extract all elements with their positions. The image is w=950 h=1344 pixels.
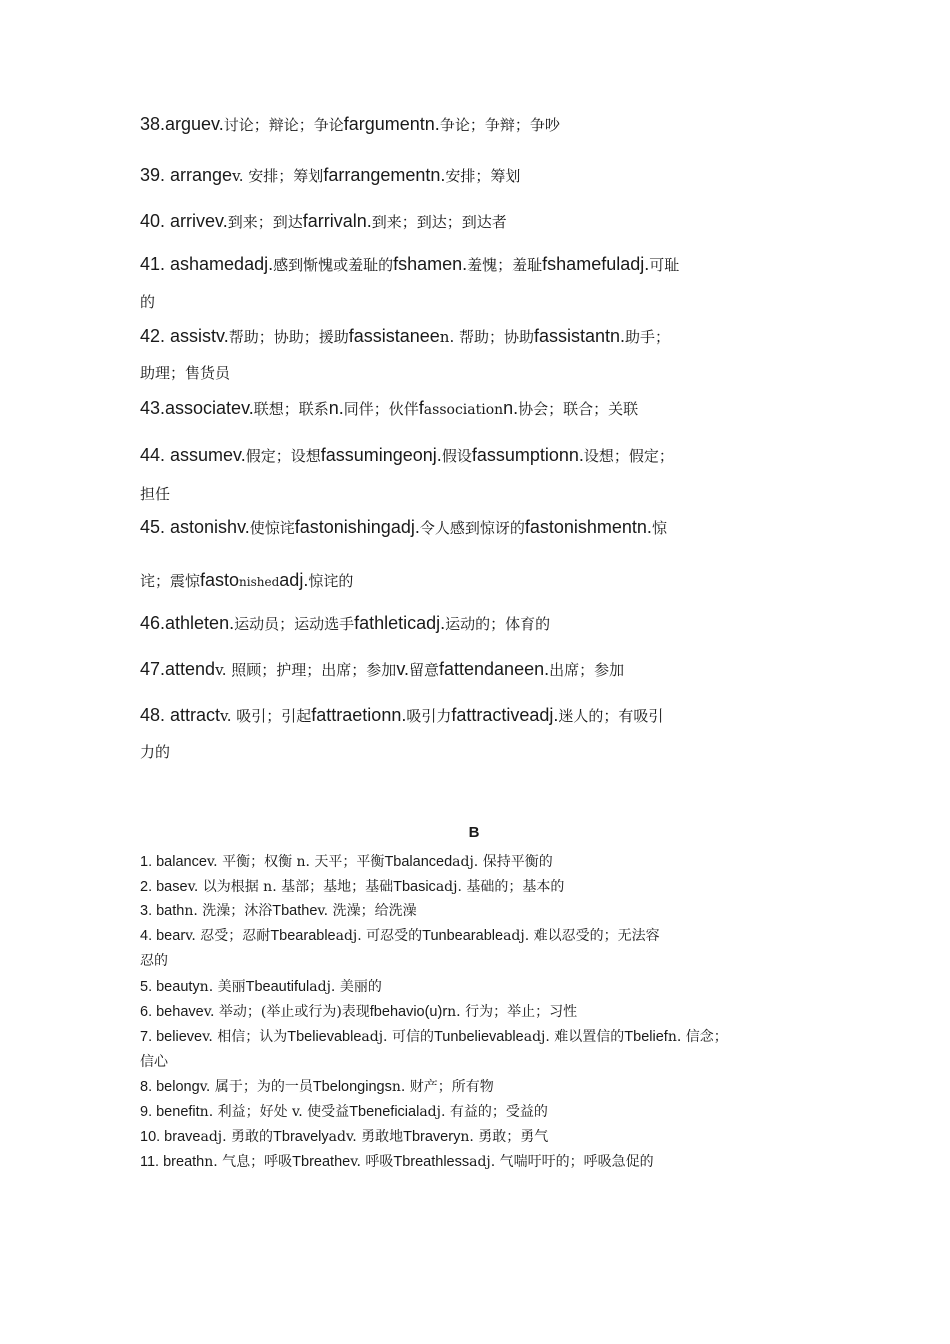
entry-line: [140, 1126, 548, 1146]
chinese-text: 可耻: [649, 256, 680, 274]
word-text: f: [418, 398, 424, 418]
word-text: Tbreathe: [292, 1154, 351, 1170]
word-text: 47.attend: [140, 659, 216, 679]
word-text: fassumptionn.: [471, 445, 584, 465]
word-text: fathleticadj.: [354, 613, 446, 633]
word-text: n.: [328, 398, 344, 418]
chinese-text: 惊诧的: [308, 572, 354, 590]
word-text: 39. arrange: [140, 165, 233, 185]
chinese-text: 担任: [140, 485, 171, 503]
word-text: 11. breath: [140, 1154, 205, 1170]
word-text: Tbeneficial: [349, 1104, 420, 1120]
entry-line: [140, 1101, 548, 1121]
chinese-text: adj. 保持平衡的: [452, 854, 553, 870]
word-text: fargumentn.: [343, 114, 440, 134]
chinese-text: 诧；震惊: [140, 572, 201, 590]
entry-line: [140, 398, 638, 419]
chinese-text: 令人感到惊讶的: [419, 519, 525, 537]
word-text: 6. behave: [140, 1004, 204, 1020]
chinese-text: 同伴；伙伴: [343, 400, 419, 418]
chinese-text: association: [423, 402, 504, 418]
word-text: 7. believe: [140, 1029, 203, 1045]
chinese-text: adj. 基础的；基本的: [435, 879, 565, 895]
entry-line: [140, 876, 564, 896]
entry-line: [140, 254, 679, 275]
chinese-text: v. 吸引；引起: [220, 707, 312, 725]
chinese-text: 运动员；运动选手: [234, 615, 355, 633]
word-text: 2. base: [140, 879, 188, 895]
word-text: fshamefuladj.: [542, 254, 650, 274]
word-text: Tbearable: [270, 928, 336, 944]
entry-line: [140, 705, 663, 726]
chinese-text: v. 以为根据 n. 基部；基地；基础: [187, 879, 394, 895]
chinese-text: v. 平衡；权衡 n. 天平；平衡: [206, 854, 385, 870]
word-text: 4. bear: [140, 928, 186, 944]
chinese-text: n. 行为；举止；习性: [447, 1004, 578, 1020]
chinese-text: 忍的: [140, 953, 168, 969]
chinese-text: 讨论；辩论；争论: [223, 116, 344, 134]
chinese-text: 到来；到达: [227, 213, 303, 231]
entry-line: [140, 900, 417, 920]
chinese-text: n. 信念；: [667, 1029, 728, 1045]
word-text: 45. astonishv.: [140, 517, 250, 537]
chinese-text: 助手；: [625, 328, 671, 346]
chinese-text: adv. 勇敢地: [328, 1129, 404, 1145]
word-text: 40. arrivev.: [140, 211, 228, 231]
entry-line: [140, 291, 155, 312]
chinese-text: 迷人的；有吸引: [558, 707, 664, 725]
chinese-text: v. 相信；认为: [202, 1029, 288, 1045]
word-text: Tbelongings: [312, 1079, 392, 1095]
word-text: n.: [503, 398, 519, 418]
word-text: 43.associatev.: [140, 398, 254, 418]
chinese-text: 联想；联系: [253, 400, 329, 418]
entry-line: [140, 925, 660, 945]
chinese-text: v. 安排；筹划: [232, 167, 324, 185]
chinese-text: 吸引力: [406, 707, 452, 725]
word-text: 48. attract: [140, 705, 221, 725]
chinese-text: 假定；设想: [245, 447, 321, 465]
chinese-text: 假设: [441, 447, 472, 465]
chinese-text: 的: [140, 293, 156, 311]
chinese-text: adj. 美丽的: [309, 979, 382, 995]
chinese-text: 助理；售货员: [140, 364, 231, 382]
entry-line: [140, 1051, 168, 1071]
word-text: fassumingeonj.: [320, 445, 442, 465]
chinese-text: nished: [239, 575, 280, 589]
chinese-text: 到来；到达；到达者: [371, 213, 507, 231]
word-text: Tunbelievable: [433, 1029, 524, 1045]
entry-line: [140, 326, 670, 347]
word-text: 5. beauty: [140, 979, 200, 995]
word-text: fbehavio(u)r: [369, 1004, 448, 1020]
entry-line: [140, 1151, 654, 1171]
chinese-text: v. 照顾；护理；出席；参加: [215, 661, 397, 679]
word-text: 38.arguev.: [140, 114, 224, 134]
entry-line: [140, 517, 667, 538]
chinese-text: adj. 难以置信的: [523, 1029, 625, 1045]
word-text: farrangementn.: [323, 165, 446, 185]
chinese-text: adj. 可忍受的: [335, 928, 423, 944]
entry-line: [140, 950, 168, 970]
entry-line: [140, 570, 353, 591]
entry-line: [140, 1076, 494, 1096]
chinese-text: 帮助；协助；援助: [228, 328, 349, 346]
chinese-text: 惊: [651, 519, 667, 537]
word-text: Tbeautiful: [245, 979, 310, 995]
chinese-text: v. 属于；为的一员: [199, 1079, 313, 1095]
chinese-text: v. 呼吸: [350, 1154, 394, 1170]
chinese-text: 设想；假定；: [583, 447, 674, 465]
chinese-text: v. 洗澡；给洗澡: [317, 903, 417, 919]
word-text: fastonishmentn.: [524, 517, 652, 537]
chinese-text: n. 洗澡；沐浴: [184, 903, 273, 919]
chinese-text: adj. 气喘吁吁的；呼吸急促的: [469, 1154, 654, 1170]
word-text: 8. belong: [140, 1079, 200, 1095]
chinese-text: n. 美丽: [199, 979, 246, 995]
entry-line: [140, 741, 170, 762]
word-text: Tbravely: [273, 1129, 329, 1145]
chinese-text: n. 利益；好处 v. 使受益: [199, 1104, 350, 1120]
chinese-text: 信心: [140, 1054, 168, 1070]
chinese-text: 感到惭愧或羞耻的: [273, 256, 394, 274]
chinese-text: v. 举动；(举止或行为)表现: [203, 1004, 370, 1020]
chinese-text: 协会；联合；关联: [518, 400, 639, 418]
chinese-text: 安排；筹划: [445, 167, 521, 185]
entry-line: [140, 211, 507, 232]
word-text: 3. bath: [140, 903, 185, 919]
word-text: adj.: [279, 570, 309, 590]
word-text: Tbreathless: [393, 1154, 470, 1170]
word-text: Tbelievable: [287, 1029, 362, 1045]
word-text: 1. balance: [140, 854, 207, 870]
chinese-text: n. 气息；呼吸: [204, 1154, 293, 1170]
word-text: fshamen.: [393, 254, 468, 274]
chinese-text: adj. 难以忍受的；无法容: [503, 928, 660, 944]
chinese-text: n. 帮助；协助: [439, 328, 534, 346]
entry-line: [140, 114, 560, 135]
word-text: fassistanee: [348, 326, 440, 346]
entry-line: [140, 362, 230, 383]
word-text: farrivaln.: [302, 211, 372, 231]
word-text: fattendaneen.: [439, 659, 550, 679]
word-text: Tbalanced: [384, 854, 453, 870]
word-text: 9. benefit: [140, 1104, 200, 1120]
word-text: Tbasic: [393, 879, 436, 895]
word-text: Tbelief: [624, 1029, 668, 1045]
entry-line: [140, 659, 624, 680]
word-text: fattractiveadj.: [451, 705, 559, 725]
word-text: fassistantn.: [533, 326, 626, 346]
word-text: 41. ashamedadj.: [140, 254, 274, 274]
chinese-text: adj. 有益的；受益的: [419, 1104, 548, 1120]
chinese-text: 使惊诧: [249, 519, 295, 537]
chinese-text: 羞愧；羞耻: [467, 256, 543, 274]
chinese-text: 出席；参加: [549, 661, 625, 679]
word-text: Tunbearable: [422, 928, 504, 944]
entry-line: [140, 483, 170, 504]
chinese-text: 争论；争辩；争吵: [439, 116, 560, 134]
word-text: Tbathe: [272, 903, 318, 919]
entry-line: [140, 165, 520, 186]
word-text: Tbravery: [403, 1129, 461, 1145]
chinese-text: adj. 勇敢的: [200, 1129, 274, 1145]
entry-line: [140, 976, 382, 996]
chinese-text: 力的: [140, 743, 171, 761]
word-text: 10. brave: [140, 1129, 201, 1145]
word-text: 44. assumev.: [140, 445, 246, 465]
chinese-text: 留意: [408, 661, 439, 679]
word-text: 42. assistv.: [140, 326, 229, 346]
word-text: fattraetionn.: [311, 705, 407, 725]
entry-line: [140, 851, 553, 871]
chinese-text: n. 勇敢；勇气: [460, 1129, 549, 1145]
entry-line: [140, 445, 674, 466]
entry-line: [140, 1001, 577, 1021]
chinese-text: 运动的；体育的: [445, 615, 551, 633]
chinese-text: v. 忍受；忍耐: [185, 928, 271, 944]
section-heading: B: [468, 824, 480, 841]
chinese-text: n. 财产；所有物: [391, 1079, 494, 1095]
chinese-text: adj. 可信的: [361, 1029, 434, 1045]
word-text: 46.athleten.: [140, 613, 235, 633]
word-text: fasto: [200, 570, 240, 590]
entry-line: [140, 1026, 728, 1046]
entry-line: [140, 613, 550, 634]
word-text: fastonishingadj.: [294, 517, 420, 537]
word-text: v.: [396, 659, 409, 679]
